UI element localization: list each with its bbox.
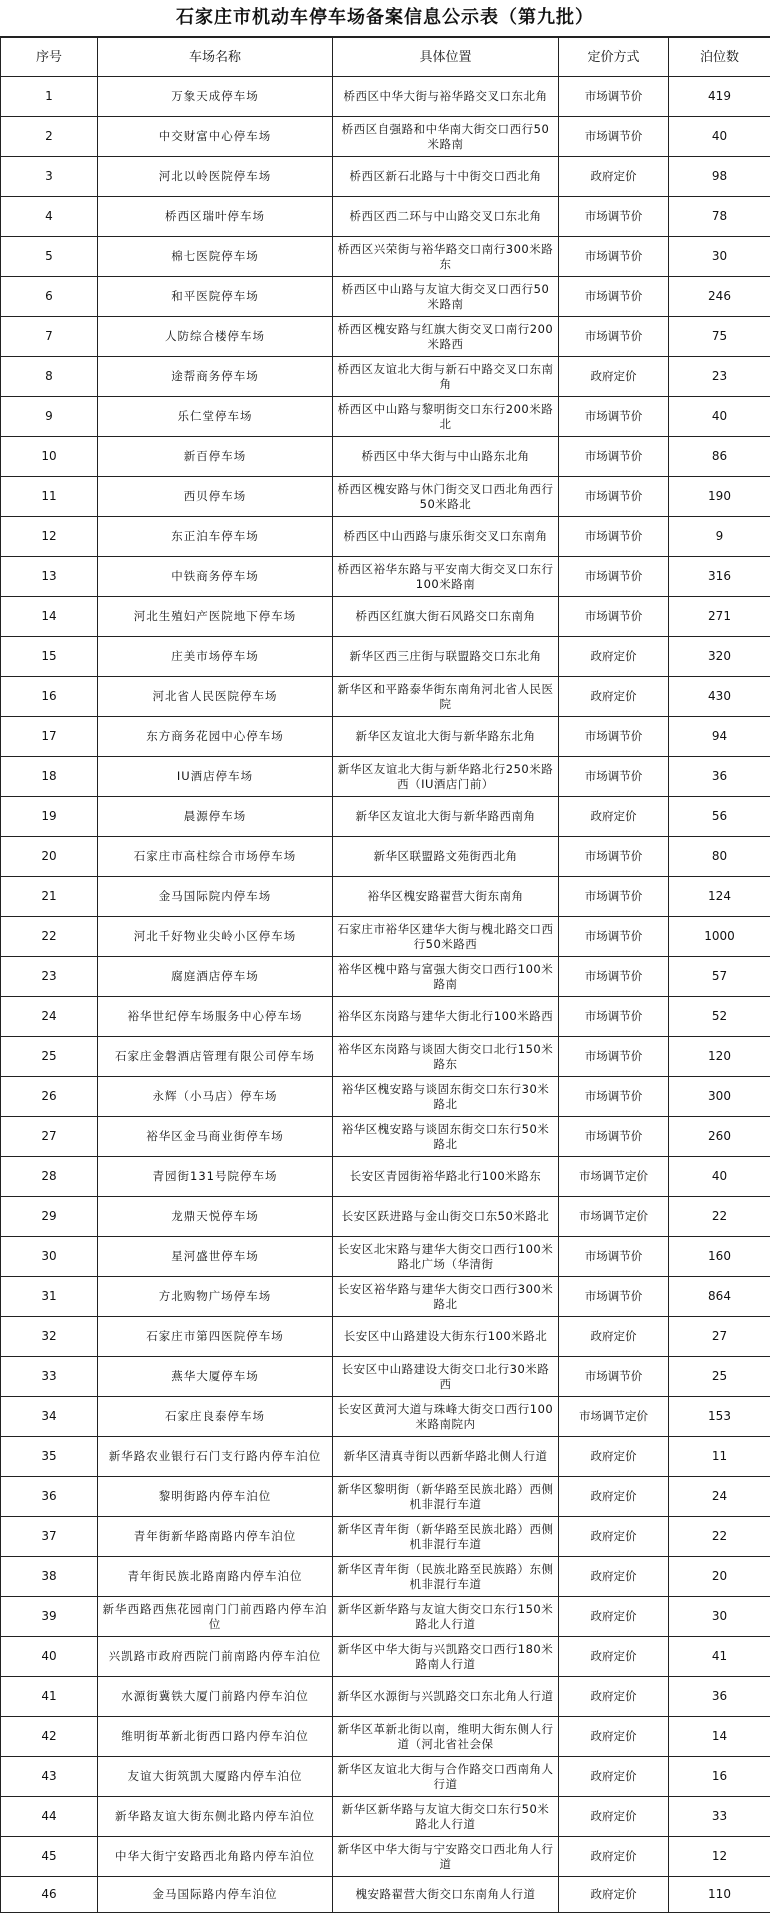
row-name: 水源街冀铁大厦门前路内停车泊位: [98, 1677, 333, 1717]
table-row: [1, 277, 770, 317]
row-location: 新华区清真寺街以西新华路北侧人行道: [333, 1437, 559, 1477]
row-seq: 27: [1, 1117, 98, 1157]
row-name: 石家庄良泰停车场: [98, 1397, 333, 1437]
row-spaces: 78: [669, 197, 770, 237]
row-seq: 44: [1, 1797, 98, 1837]
row-location: 新华区革新北街以南，维明大街东侧人行道（河北省社会保: [333, 1717, 559, 1757]
row-spaces: 316: [669, 557, 770, 597]
row-pricing: 市场调节价: [559, 757, 669, 797]
row-seq: 7: [1, 317, 98, 357]
row-location: 新华区友谊北大街与新华路东北角: [333, 717, 559, 757]
table-row: [1, 517, 770, 557]
row-seq: 38: [1, 1557, 98, 1597]
row-location: 桥西区兴荣街与裕华路交口南行300米路东: [333, 237, 559, 277]
row-spaces: 36: [669, 757, 770, 797]
row-seq: 43: [1, 1757, 98, 1797]
table-row: [1, 1277, 770, 1317]
table-row: [1, 1197, 770, 1237]
row-spaces: 246: [669, 277, 770, 317]
row-seq: 28: [1, 1157, 98, 1197]
row-spaces: 56: [669, 797, 770, 837]
row-seq: 21: [1, 877, 98, 917]
table-row: [1, 77, 770, 117]
row-pricing: 政府定价: [559, 1677, 669, 1717]
row-spaces: 260: [669, 1117, 770, 1157]
row-pricing: 市场调节价: [559, 1077, 669, 1117]
table-row: [1, 317, 770, 357]
table-row: [1, 1437, 770, 1477]
row-name: 桥西区瑞叶停车场: [98, 197, 333, 237]
row-pricing: 政府定价: [559, 637, 669, 677]
row-spaces: 864: [669, 1277, 770, 1317]
row-pricing: 市场调节价: [559, 517, 669, 557]
header-location: 具体位置: [333, 38, 559, 77]
row-seq: 26: [1, 1077, 98, 1117]
row-spaces: 40: [669, 117, 770, 157]
header-row: [1, 38, 770, 77]
row-pricing: 市场调节价: [559, 1237, 669, 1277]
row-seq: 37: [1, 1517, 98, 1557]
table-row: [1, 1477, 770, 1517]
row-name: 庄美市场停车场: [98, 637, 333, 677]
row-spaces: 120: [669, 1037, 770, 1077]
row-spaces: 271: [669, 597, 770, 637]
row-name: 青年街民族北路南路内停车泊位: [98, 1557, 333, 1597]
table-row: [1, 997, 770, 1037]
row-location: 桥西区中山路与黎明街交口东行200米路北: [333, 397, 559, 437]
row-location: 新华区西三庄街与联盟路交口东北角: [333, 637, 559, 677]
row-location: 新华区青年街（民族北路至民族路）东侧机非混行车道: [333, 1557, 559, 1597]
table-body: [1, 77, 770, 1913]
table-row: [1, 357, 770, 397]
row-location: 桥西区自强路和中华南大街交口西行50米路南: [333, 117, 559, 157]
row-seq: 9: [1, 397, 98, 437]
table-row: [1, 917, 770, 957]
table-header: [1, 38, 770, 77]
row-location: 桥西区西二环与中山路交叉口东北角: [333, 197, 559, 237]
row-pricing: 政府定价: [559, 677, 669, 717]
row-seq: 13: [1, 557, 98, 597]
row-seq: 1: [1, 77, 98, 117]
row-seq: 23: [1, 957, 98, 997]
table-row: [1, 1597, 770, 1637]
row-location: 新华区水源街与兴凯路交口东北角人行道: [333, 1677, 559, 1717]
row-pricing: 市场调节定价: [559, 1397, 669, 1437]
row-pricing: 政府定价: [559, 1437, 669, 1477]
row-pricing: 政府定价: [559, 1517, 669, 1557]
row-seq: 24: [1, 997, 98, 1037]
row-spaces: 124: [669, 877, 770, 917]
row-seq: 14: [1, 597, 98, 637]
table-row: [1, 717, 770, 757]
table-row: [1, 437, 770, 477]
row-name: 兴凯路市政府西院门前南路内停车泊位: [98, 1637, 333, 1677]
row-location: 长安区黄河大道与珠峰大街交口西行100米路南院内: [333, 1397, 559, 1437]
row-name: 永辉（小马店）停车场: [98, 1077, 333, 1117]
row-seq: 32: [1, 1317, 98, 1357]
row-spaces: 52: [669, 997, 770, 1037]
row-name: 中交财富中心停车场: [98, 117, 333, 157]
row-location: 桥西区槐安路与休门街交叉口西北角西行50米路北: [333, 477, 559, 517]
row-location: 桥西区新石北路与十中街交口西北角: [333, 157, 559, 197]
row-pricing: 政府定价: [559, 1797, 669, 1837]
row-name: 河北千好物业尖岭小区停车场: [98, 917, 333, 957]
row-name: 中铁商务停车场: [98, 557, 333, 597]
row-pricing: 市场调节价: [559, 437, 669, 477]
row-location: 长安区中山路建设大街交口北行30米路西: [333, 1357, 559, 1397]
row-spaces: 110: [669, 1877, 770, 1913]
row-location: 桥西区槐安路与红旗大街交叉口南行200米路西: [333, 317, 559, 357]
row-location: 裕华区槐中路与富强大街交口西行100米路南: [333, 957, 559, 997]
row-location: 新华区青年街（新华路至民族北路）西侧机非混行车道: [333, 1517, 559, 1557]
row-seq: 12: [1, 517, 98, 557]
row-spaces: 94: [669, 717, 770, 757]
row-location: 槐安路翟营大街交口东南角人行道: [333, 1877, 559, 1913]
row-name: 石家庄金磐酒店管理有限公司停车场: [98, 1037, 333, 1077]
row-pricing: 市场调节价: [559, 1357, 669, 1397]
row-spaces: 25: [669, 1357, 770, 1397]
row-seq: 3: [1, 157, 98, 197]
row-seq: 34: [1, 1397, 98, 1437]
row-pricing: 市场调节价: [559, 557, 669, 597]
row-seq: 17: [1, 717, 98, 757]
row-pricing: 市场调节价: [559, 477, 669, 517]
row-location: 长安区青园街裕华路北行100米路东: [333, 1157, 559, 1197]
row-pricing: 市场调节价: [559, 837, 669, 877]
row-spaces: 86: [669, 437, 770, 477]
row-name: 青年街新华路南路内停车泊位: [98, 1517, 333, 1557]
row-spaces: 40: [669, 397, 770, 437]
row-seq: 40: [1, 1637, 98, 1677]
row-name: 西贝停车场: [98, 477, 333, 517]
row-name: 新华路农业银行石门支行路内停车泊位: [98, 1437, 333, 1477]
table-row: [1, 1877, 770, 1913]
row-pricing: 政府定价: [559, 797, 669, 837]
row-pricing: 市场调节价: [559, 197, 669, 237]
row-name: 新华西路西焦花园南门门前西路内停车泊位: [98, 1597, 333, 1637]
row-location: 新华区中华大街与宁安路交口西北角人行道: [333, 1837, 559, 1877]
row-pricing: 政府定价: [559, 357, 669, 397]
row-seq: 4: [1, 197, 98, 237]
table-row: [1, 1357, 770, 1397]
row-pricing: 市场调节价: [559, 1117, 669, 1157]
row-name: 乐仁堂停车场: [98, 397, 333, 437]
table-row: [1, 1517, 770, 1557]
table-row: [1, 117, 770, 157]
row-pricing: 市场调节价: [559, 1037, 669, 1077]
row-location: 新华区友谊北大街与新华路北行250米路西（IU酒店门前）: [333, 757, 559, 797]
row-seq: 46: [1, 1877, 98, 1913]
row-seq: 8: [1, 357, 98, 397]
row-seq: 11: [1, 477, 98, 517]
row-name: 中华大街宁安路西北角路内停车泊位: [98, 1837, 333, 1877]
row-seq: 39: [1, 1597, 98, 1637]
row-seq: 31: [1, 1277, 98, 1317]
row-spaces: 16: [669, 1757, 770, 1797]
table-row: [1, 1117, 770, 1157]
row-pricing: 政府定价: [559, 1837, 669, 1877]
row-name: 人防综合楼停车场: [98, 317, 333, 357]
row-spaces: 98: [669, 157, 770, 197]
row-pricing: 市场调节价: [559, 117, 669, 157]
row-pricing: 市场调节价: [559, 77, 669, 117]
row-spaces: 57: [669, 957, 770, 997]
row-location: 新华区新华路与友谊大街交口东行150米路北人行道: [333, 1597, 559, 1637]
row-location: 长安区裕华路与建华大街交口西行300米路北: [333, 1277, 559, 1317]
row-location: 新华区联盟路文苑街西北角: [333, 837, 559, 877]
row-name: 龙鼎天悦停车场: [98, 1197, 333, 1237]
row-location: 桥西区中山路与友谊大街交叉口西行50米路南: [333, 277, 559, 317]
row-pricing: 政府定价: [559, 1637, 669, 1677]
row-spaces: 160: [669, 1237, 770, 1277]
row-location: 新华区友谊北大街与新华路西南角: [333, 797, 559, 837]
row-pricing: 市场调节价: [559, 997, 669, 1037]
row-spaces: 419: [669, 77, 770, 117]
table-row: [1, 1037, 770, 1077]
row-spaces: 75: [669, 317, 770, 357]
table-row: [1, 957, 770, 997]
table-row: [1, 837, 770, 877]
row-location: 新华区黎明街（新华路至民族北路）西侧机非混行车道: [333, 1477, 559, 1517]
header-pricing: 定价方式: [559, 38, 669, 77]
row-pricing: 市场调节价: [559, 957, 669, 997]
row-spaces: 80: [669, 837, 770, 877]
row-name: 晨源停车场: [98, 797, 333, 837]
row-seq: 15: [1, 637, 98, 677]
row-name: 黎明街路内停车泊位: [98, 1477, 333, 1517]
row-spaces: 20: [669, 1557, 770, 1597]
table-row: [1, 557, 770, 597]
row-pricing: 市场调节定价: [559, 1157, 669, 1197]
table-row: [1, 1397, 770, 1437]
row-name: 东方商务花园中心停车场: [98, 717, 333, 757]
row-spaces: 24: [669, 1477, 770, 1517]
row-spaces: 22: [669, 1517, 770, 1557]
row-location: 裕华区槐安路与谈固东街交口东行50米路北: [333, 1117, 559, 1157]
row-location: 裕华区东岗路与建华大街北行100米路西: [333, 997, 559, 1037]
row-spaces: 9: [669, 517, 770, 557]
row-pricing: 政府定价: [559, 1877, 669, 1913]
row-seq: 41: [1, 1677, 98, 1717]
row-name: 裕华区金马商业街停车场: [98, 1117, 333, 1157]
row-seq: 10: [1, 437, 98, 477]
parking-registry-table: [0, 37, 770, 1913]
row-pricing: 市场调节定价: [559, 1197, 669, 1237]
row-name: 万象天成停车场: [98, 77, 333, 117]
row-location: 新华区新华路与友谊大街交口东行50米路北人行道: [333, 1797, 559, 1837]
row-location: 长安区中山路建设大街东行100米路北: [333, 1317, 559, 1357]
table-row: [1, 757, 770, 797]
row-name: 河北省人民医院停车场: [98, 677, 333, 717]
row-name: IU酒店停车场: [98, 757, 333, 797]
table-row: [1, 1157, 770, 1197]
row-seq: 30: [1, 1237, 98, 1277]
table-row: [1, 1837, 770, 1877]
row-seq: 2: [1, 117, 98, 157]
table-row: [1, 597, 770, 637]
row-pricing: 政府定价: [559, 1317, 669, 1357]
row-pricing: 市场调节价: [559, 397, 669, 437]
row-name: 河北生殖妇产医院地下停车场: [98, 597, 333, 637]
row-spaces: 36: [669, 1677, 770, 1717]
row-spaces: 153: [669, 1397, 770, 1437]
table-row: [1, 197, 770, 237]
row-location: 桥西区友谊北大街与新石中路交叉口东南角: [333, 357, 559, 397]
row-name: 金马国际路内停车泊位: [98, 1877, 333, 1913]
document-title: 石家庄市机动车停车场备案信息公示表（第九批）: [0, 0, 770, 37]
row-name: 途帮商务停车场: [98, 357, 333, 397]
table-row: [1, 237, 770, 277]
row-name: 新百停车场: [98, 437, 333, 477]
row-location: 桥西区红旗大街石风路交口东南角: [333, 597, 559, 637]
header-spaces: 泊位数: [669, 38, 770, 77]
row-seq: 33: [1, 1357, 98, 1397]
header-name: 车场名称: [98, 38, 333, 77]
row-name: 石家庄市第四医院停车场: [98, 1317, 333, 1357]
row-location: 长安区北宋路与建华大街交口西行100米路北广场（华清街: [333, 1237, 559, 1277]
table-row: [1, 157, 770, 197]
table-row: [1, 1797, 770, 1837]
row-seq: 16: [1, 677, 98, 717]
table-row: [1, 1077, 770, 1117]
row-name: 裕华世纪停车场服务中心停车场: [98, 997, 333, 1037]
row-location: 桥西区中山西路与康乐街交叉口东南角: [333, 517, 559, 557]
row-pricing: 政府定价: [559, 157, 669, 197]
row-spaces: 22: [669, 1197, 770, 1237]
row-spaces: 1000: [669, 917, 770, 957]
row-name: 棉七医院停车场: [98, 237, 333, 277]
row-spaces: 14: [669, 1717, 770, 1757]
row-name: 东正泊车停车场: [98, 517, 333, 557]
row-spaces: 23: [669, 357, 770, 397]
table-row: [1, 1237, 770, 1277]
table-row: [1, 637, 770, 677]
row-seq: 18: [1, 757, 98, 797]
table-row: [1, 1557, 770, 1597]
row-spaces: 300: [669, 1077, 770, 1117]
row-pricing: 政府定价: [559, 1757, 669, 1797]
table-row: [1, 1317, 770, 1357]
row-name: 维明街革新北街西口路内停车泊位: [98, 1717, 333, 1757]
row-location: 桥西区中华大街与中山路东北角: [333, 437, 559, 477]
row-spaces: 11: [669, 1437, 770, 1477]
table-row: [1, 1637, 770, 1677]
row-location: 桥西区中华大街与裕华路交叉口东北角: [333, 77, 559, 117]
row-location: 裕华区槐安路翟营大街东南角: [333, 877, 559, 917]
row-pricing: 市场调节价: [559, 1277, 669, 1317]
row-spaces: 30: [669, 237, 770, 277]
row-name: 石家庄市高柱综合市场停车场: [98, 837, 333, 877]
row-pricing: 政府定价: [559, 1597, 669, 1637]
row-name: 友谊大街筑凯大厦路内停车泊位: [98, 1757, 333, 1797]
row-location: 裕华区槐安路与谈固东街交口东行30米路北: [333, 1077, 559, 1117]
row-pricing: 政府定价: [559, 1717, 669, 1757]
row-spaces: 33: [669, 1797, 770, 1837]
row-spaces: 40: [669, 1157, 770, 1197]
row-name: 和平医院停车场: [98, 277, 333, 317]
row-seq: 25: [1, 1037, 98, 1077]
table-row: [1, 797, 770, 837]
row-seq: 19: [1, 797, 98, 837]
row-seq: 20: [1, 837, 98, 877]
table-row: [1, 877, 770, 917]
row-name: 青园街131号院停车场: [98, 1157, 333, 1197]
table-row: [1, 1677, 770, 1717]
row-location: 新华区友谊北大街与合作路交口西南角人行道: [333, 1757, 559, 1797]
row-pricing: 市场调节价: [559, 877, 669, 917]
table-row: [1, 677, 770, 717]
row-spaces: 320: [669, 637, 770, 677]
row-seq: 5: [1, 237, 98, 277]
row-seq: 22: [1, 917, 98, 957]
row-spaces: 190: [669, 477, 770, 517]
row-location: 石家庄市裕华区建华大街与槐北路交口西行50米路西: [333, 917, 559, 957]
row-spaces: 30: [669, 1597, 770, 1637]
row-spaces: 430: [669, 677, 770, 717]
row-spaces: 27: [669, 1317, 770, 1357]
row-name: 新华路友谊大街东侧北路内停车泊位: [98, 1797, 333, 1837]
table-row: [1, 1757, 770, 1797]
row-pricing: 政府定价: [559, 1557, 669, 1597]
row-seq: 42: [1, 1717, 98, 1757]
row-pricing: 市场调节价: [559, 237, 669, 277]
row-seq: 29: [1, 1197, 98, 1237]
row-seq: 36: [1, 1477, 98, 1517]
row-name: 燕华大厦停车场: [98, 1357, 333, 1397]
table-row: [1, 397, 770, 437]
table-row: [1, 1717, 770, 1757]
row-location: 新华区和平路泰华街东南角河北省人民医院: [333, 677, 559, 717]
table-row: [1, 477, 770, 517]
row-name: 河北以岭医院停车场: [98, 157, 333, 197]
row-pricing: 市场调节价: [559, 277, 669, 317]
row-spaces: 41: [669, 1637, 770, 1677]
row-location: 裕华区东岗路与谈固大街交口北行150米路东: [333, 1037, 559, 1077]
row-name: 星河盛世停车场: [98, 1237, 333, 1277]
row-name: 方北购物广场停车场: [98, 1277, 333, 1317]
row-pricing: 市场调节价: [559, 317, 669, 357]
header-seq: 序号: [1, 38, 98, 77]
row-pricing: 市场调节价: [559, 717, 669, 757]
row-pricing: 政府定价: [559, 1477, 669, 1517]
row-seq: 45: [1, 1837, 98, 1877]
row-location: 长安区跃进路与金山街交口东50米路北: [333, 1197, 559, 1237]
row-pricing: 市场调节价: [559, 917, 669, 957]
row-location: 桥西区裕华东路与平安南大街交叉口东行100米路南: [333, 557, 559, 597]
row-seq: 6: [1, 277, 98, 317]
row-spaces: 12: [669, 1837, 770, 1877]
row-name: 金马国际院内停车场: [98, 877, 333, 917]
row-name: 腐庭酒店停车场: [98, 957, 333, 997]
row-seq: 35: [1, 1437, 98, 1477]
row-pricing: 市场调节价: [559, 597, 669, 637]
row-location: 新华区中华大街与兴凯路交口西行180米路南人行道: [333, 1637, 559, 1677]
